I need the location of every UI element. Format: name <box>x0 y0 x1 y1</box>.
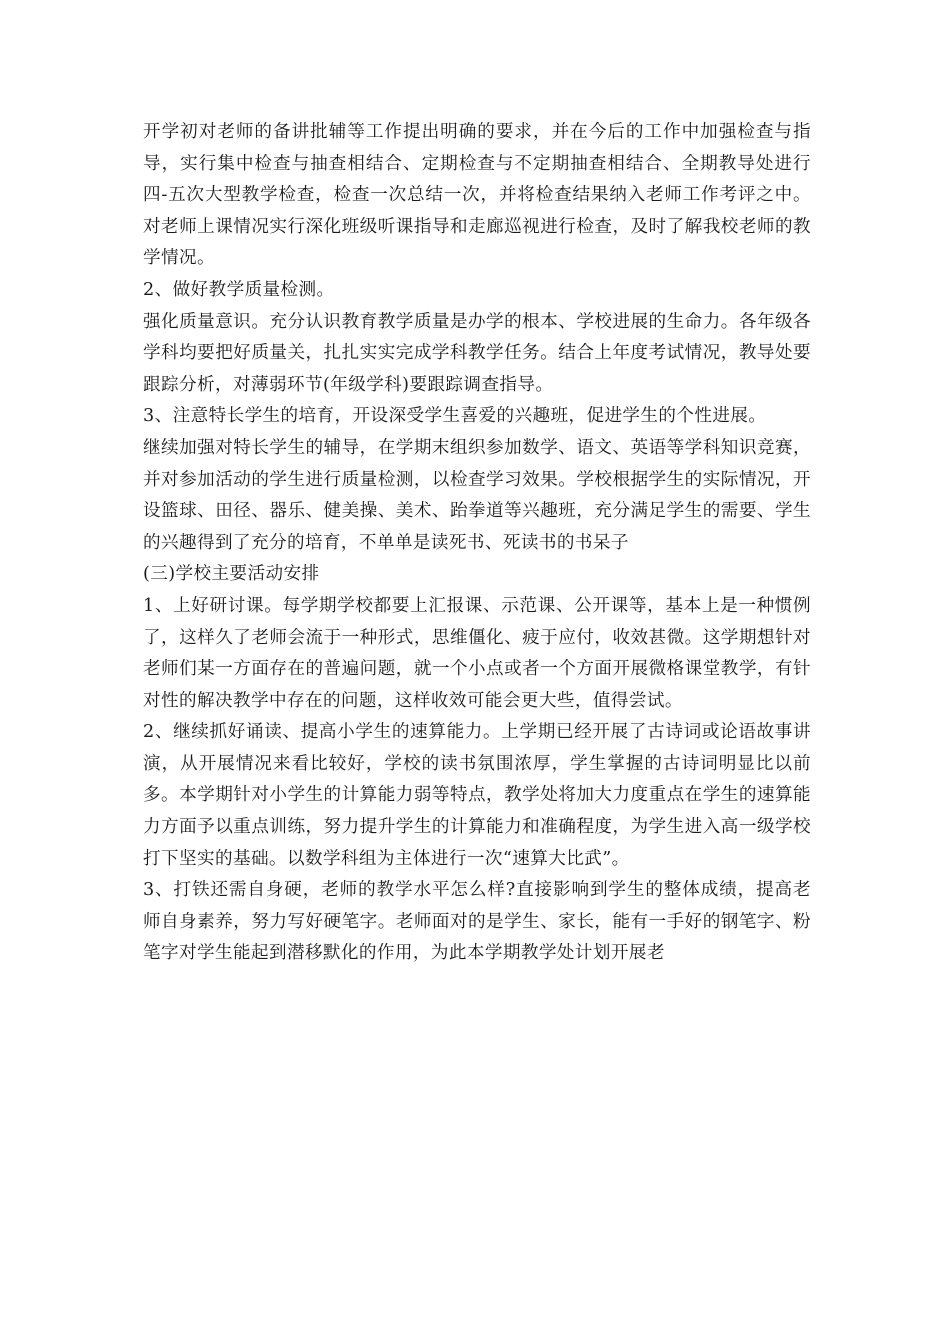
paragraph-talented-students: 继续加强对特长学生的辅导，在学期末组织参加数学、语文、英语等学科知识竞赛，并对参加活动的学生进行质量检测，以检查学习效果。学校根据学生的实际情况，开设篮球、田径、器乐、健美操、美术、跆拳道等兴趣班，充分满足学生的需要、学生的兴趣得到了充分的培育，不单单是读死书、死读书的书呆子 <box>143 437 811 553</box>
paragraph-teacher-handwriting: 3、打铁还需自身硬，老师的教学水平怎么样?直接影响到学生的整体成绩，提高老师自身素养，努力写好硬笔字。老师面对的是学生、家长，能有一手好的钢笔字、粉笔字对学生能起到潜移默化的作用，为此本学期教学处计划开展老 <box>143 880 811 964</box>
document-body <box>143 117 811 970</box>
section-heading-activities: (三)学校主要活动安排 <box>143 564 320 585</box>
paragraph-inspection: 开学初对老师的备讲批辅等工作提出明确的要求，并在今后的工作中加强检查与指导，实行集中检查与抽查相结合、定期检查与不定期抽查相结合、全期教导处进行四-五次大型教学检查，检查一次总结一次，并将检查结果纳入老师工作考评之中。对老师上课情况实行深化班级听课指导和走廊巡视进行检查，及时了解我校老师的教学情况。 <box>143 122 811 269</box>
paragraph-seminar-lessons: 1、上好研讨课。每学期学校都要上汇报课、示范课、公开课等，基本上是一种惯例了，这样久了老师会流于一种形式，思维僵化、疲于应付，收效甚微。这学期想针对老师们某一方面存在的普遍问题，就一个小点或者一个方面开展微格课堂教学，有针对性的解决教学中存在的问题，这样收效可能会更大些，值得尝试。 <box>143 595 811 711</box>
heading-talented-students: 3、注意特长学生的培育，开设深受学生喜爱的兴趣班，促进学生的个性进展。 <box>143 406 767 427</box>
paragraph-reading-arithmetic: 2、继续抓好诵读、提高小学生的速算能力。上学期已经开展了古诗词或论语故事讲演，从开展情况来看比较好，学校的读书氛围浓厚，学生掌握的古诗词明显比以前多。本学期针对小学生的计算能力弱等特点，教学处将加大力度重点在学生的速算能力方面予以重点训练，努力提升学生的计算能力和准确程度，为学生进入高一级学校打下坚实的基础。以数学科组为主体进行一次“速算大比武”。 <box>143 722 811 869</box>
heading-quality-testing: 2、做好教学质量检测。 <box>143 279 335 300</box>
paragraph-quality-awareness: 强化质量意识。充分认识教育教学质量是办学的根本、学校进展的生命力。各年级各学科均要把好质量关，扎扎实实完成学科教学任务。结合上年度考试情况，教导处要跟踪分析，对薄弱环节(年级学科)要跟踪调查指导。 <box>143 311 811 395</box>
